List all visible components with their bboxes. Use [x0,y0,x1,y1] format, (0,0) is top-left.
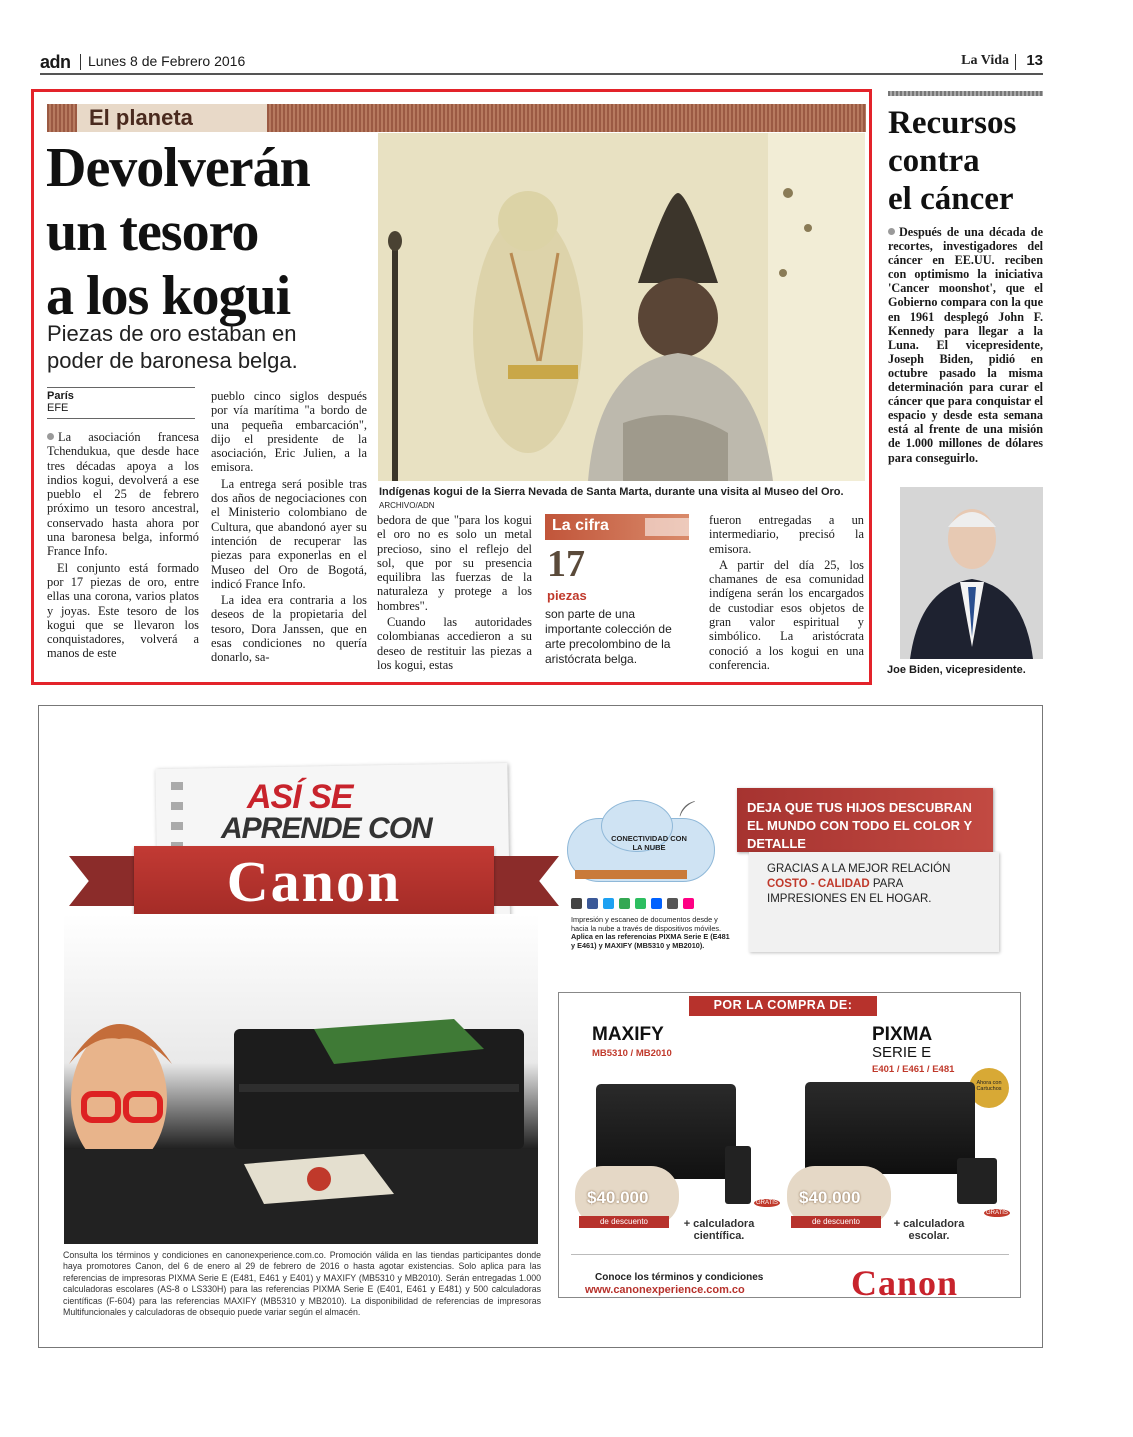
paragraph: bedora de que "para los kogui el oro no es solo un metal precioso, sino el reflejo del sol, que por su presencia equilibra las fuerzas de la naturaleza y protege a los hombres". [377,513,532,613]
byline-agency: EFE [47,402,69,414]
product-2-calculator [957,1158,997,1204]
kogui-photo [378,133,865,481]
cloud-text-1: Impresión y escaneo de documentos desde y hacia la nube a través de dispositivos móviles. [571,915,722,933]
pencil-decoration [575,870,687,879]
drive-icon [619,898,630,909]
value-pre: GRACIAS A LA MEJOR RELACIÓN [767,863,951,875]
product-1-models: MB5310 / MB2010 [592,1048,672,1059]
side-body [888,225,1043,467]
body-column-3 [377,513,532,674]
product-2-badge-text: Ahora con Cartuchos [976,1080,1002,1092]
headline-line-1: Devolverán [46,137,310,199]
product-1-price: $40.000 [587,1188,649,1207]
header-divider-right [1015,54,1016,70]
ad-tagline-2: APRENDE CON [221,812,432,845]
product-1-gift: + calculadora científica. [683,1218,755,1242]
gratis-tag-1: GRATIS [756,1200,778,1206]
product-1-calculator [725,1146,751,1204]
terms-label: Conoce los términos y condiciones [595,1272,764,1283]
paragraph: El conjunto está formado por 17 piezas de oro, entre ellas una corona, varios platos y joyas. Este tesoro de los kogui que se llevaron los conquistadores, volverá a manos de este [47,560,199,661]
cifra-label-tail [645,518,689,536]
cifra-text: son parte de una importante colección de arte precolombino de la aristócrata belga. [545,607,672,666]
bullet-dot-icon [888,228,895,235]
body-column-5 [709,513,864,674]
issue-date: Lunes 8 de Febrero 2016 [88,53,246,69]
byline-rule-bottom [47,418,195,419]
evernote-icon [635,898,646,909]
cifra-number: 17 [547,543,585,585]
ad-tagline-1: ASÍ SE [247,778,353,816]
body-column-1 [47,430,199,663]
product-2-name: PIXMA [872,1024,933,1045]
wifi-icon: ⌒ [676,798,711,832]
bullet-dot-icon [47,433,54,440]
cifra-box [545,514,695,666]
paragraph: Después de una década de recortes, investigadores del cáncer en EE.UU. reciben con optimismo la iniciativa 'Cancer moonshot', que el Gobierno compara con la que en 1961 desplegó John F. Kennedy para llegar a la Luna. El vicepresidente, Joseph Biden, pidió en octubre pasado la misma determinación para curar el cáncer que para conquistar el espacio y desde esta semana está al frente de una misión de 1.000 millones de dólares para conseguirlo. [888,225,1043,465]
product-2-discount: de descuento [811,1217,861,1226]
paragraph: pueblo cinco siglos después por vía marítima "a bordo de una pequeña embarcación", dijo el presidente de la asociación, Eric Julien, a la emisora. [211,389,367,475]
purchase-divider [571,1254,1009,1255]
dropbox-icon [651,898,662,909]
value-highlight: COSTO - CALIDAD [767,878,870,890]
page-header [40,50,1043,76]
value-proposition [767,862,967,907]
headline-line-2: un tesoro [46,201,259,263]
gratis-tag-2: GRATIS [986,1210,1008,1216]
photo-caption-text: Indígenas kogui de la Sierra Nevada de Santa Marta, durante una visita al Museo del Oro. [379,486,844,498]
paragraph: Cuando las autoridades colombianas accedieron a su deseo de restituir las piezas a los kogui, estas [377,615,532,672]
kid-printer-photo [64,914,538,1244]
byline-rule-top [47,387,195,388]
biden-portrait-illustration [900,487,1043,659]
value-post: PARA IMPRESIONES EN EL HOGAR. [767,878,932,905]
product-1-name: MAXIFY [592,1024,664,1045]
subheadline: Piezas de oro estaban en poder de baronesa belga. [47,321,298,373]
cloud-text-2: Aplica en las referencias PIXMA Serie E (E481 y E461) y MAXIFY (MB5310 y MB2010). [571,932,730,950]
header-divider-left [80,54,81,70]
adn-logo: adn [40,52,71,72]
page-number: 13 [1026,52,1043,69]
paragraph: La idea era contraria a los deseos de la propietaria del tesoro, Dora Janssen, que en esas condiciones no quería donarlo, sa- [211,593,367,665]
twitter-icon [603,898,614,909]
side-top-rule [888,91,1043,96]
body-column-2 [211,389,367,667]
brand-logo-footer: Canon [851,1263,959,1303]
kicker-bar [47,104,866,132]
cloud-text [571,916,731,950]
brand-logo-ribbon: Canon [226,849,402,914]
biden-photo [900,487,1043,659]
flickr-icon [683,898,694,909]
onedrive-icon [667,898,678,909]
section-name: La Vida [961,53,1009,68]
headline-line-3: a los kogui [46,265,291,327]
cifra-unit: piezas [547,588,587,603]
photo-illustration [378,133,865,481]
paragraph: La entrega será posible tras dos años de negociaciones con el Ministerio colombiano de Cultura, que abandonó ayer su intención de recuperar las piezas para exponerlas en el Museo del Oro de Bogotá, indicó France Info. [211,476,367,591]
photo-caption [379,486,865,512]
product-2-price: $40.000 [799,1188,861,1207]
facebook-icon [587,898,598,909]
social-icons-row [571,898,727,910]
product-1-discount: de descuento [599,1217,649,1226]
kicker-label: El planeta [89,105,193,130]
main-headline [46,136,376,328]
photo-credit: ARCHIVO/ADN [379,501,435,510]
paragraph: fueron entregadas a un intermediario, precisó la emisora. [709,513,864,556]
printer-scene-illustration [64,914,538,1244]
purchase-label: POR LA COMPRA DE: [713,998,853,1012]
product-2-printer [805,1082,975,1174]
paragraph: La asociación francesa Tchendukua, que desde hace tres décadas apoya a los indios kogui, devolverá a ese pueblo el 25 de febrero próximo un tesoro ancestral, conservado hasta ahora por una baronesa belga, informó France Info. [47,430,199,559]
header-rule [40,73,1043,75]
canon-ad [38,705,1043,1348]
cloud-label: CONECTIVIDAD CON LA NUBE [611,834,687,852]
side-headline [888,104,1043,218]
side-headline-line-2: contra [888,143,980,179]
paragraph: A partir del día 25, los chamanes de esa comunidad indígena serán los encargados de custodiar esos objetos de gran valor espiritual y simbólico. La aristócrata conoció a los kogui en una conferencia. [709,557,864,672]
product-2-gift: + calculadora escolar. [893,1218,965,1242]
terms-link[interactable]: www.canonexperience.com.co [585,1284,745,1296]
side-headline-line-1: Recursos [888,105,1017,141]
byline-place: París [47,390,74,402]
slogan-banner-text: DEJA QUE TUS HIJOS DESCUBRAN EL MUNDO CON TODO EL COLOR Y DETALLE [747,800,972,851]
product-2-series: SERIE E [872,1044,932,1061]
side-headline-line-3: el cáncer [888,181,1014,217]
product-2-models: E401 / E461 / E481 [872,1064,955,1075]
cifra-label: La cifra [552,517,609,534]
ad-fine-print: Consulta los términos y condiciones en canonexperience.com.co. Promoción válida en las tiendas participantes donde haya promotores Canon, del 6 de enero al 29 de febrero de 2016 o hasta agotar existencias. Solo aplica para las referencias de impresoras PIXMA Serie E (E481, E461 y E401) y MAXIFY (MB5310 y MB2010). Serán entregadas 1.000 calculadoras escolares (AS-8 o LS330H) para las referencias PIXMA Serie E (E401, E461 y E481) y 500 calculadoras científicas (F-604) para las referencias MAXIFY (MB5310 y MB2010). La disponibilidad de referencias de impresoras Multifuncionales y calculadoras de obsequio puede variar según el almacén. [63,1250,541,1318]
biden-photo-caption: Joe Biden, vicepresidente. [887,664,1026,676]
instagram-icon [571,898,582,909]
product-1-printer [596,1084,736,1179]
